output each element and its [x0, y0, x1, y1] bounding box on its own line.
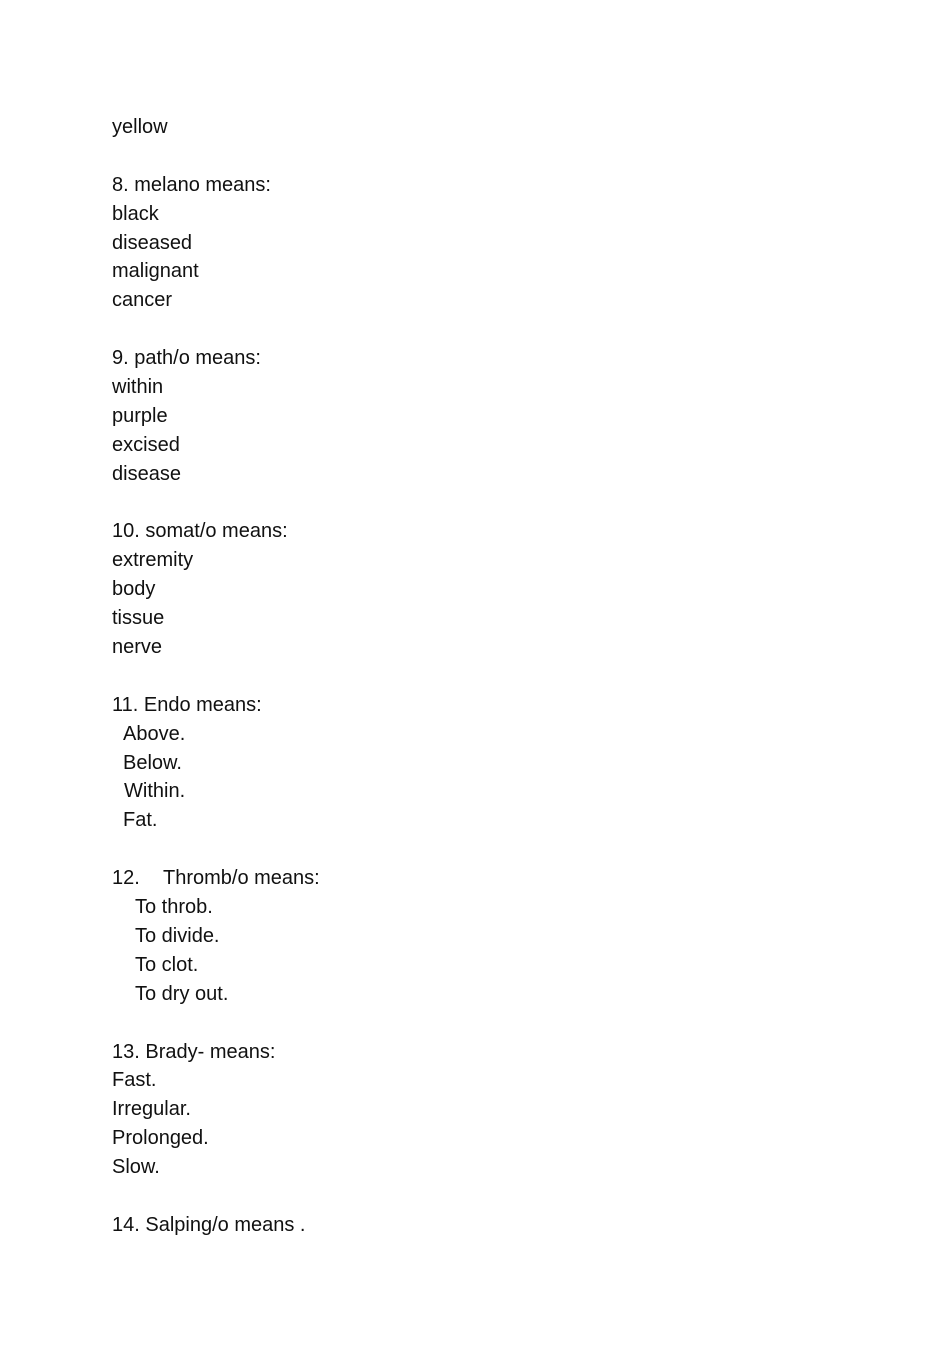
answer-option: nerve — [112, 636, 163, 659]
answer-option: To clot. — [135, 953, 199, 976]
answer-option: tissue — [112, 607, 165, 630]
answer-option: extremity — [112, 549, 194, 572]
question-9 — [112, 344, 912, 488]
answer-option: yellow — [112, 116, 168, 138]
answer-option: black — [112, 202, 159, 225]
spacer — [112, 142, 912, 171]
question-prompt: Thromb/o means: — [163, 867, 320, 890]
question-11 — [112, 691, 912, 835]
spacer — [112, 1182, 912, 1211]
answer-option: excised — [112, 433, 180, 456]
answer-option: diseased — [112, 231, 193, 254]
answer-option: Prolonged. — [112, 1127, 209, 1150]
answer-option: body — [112, 578, 156, 601]
question-prompt: 9. path/o means: — [112, 347, 261, 370]
answer-option: malignant — [112, 260, 199, 283]
question-14 — [112, 1211, 912, 1240]
spacer — [112, 835, 912, 864]
question-13 — [112, 1038, 912, 1182]
spacer — [112, 1009, 912, 1038]
question-prompt-line — [112, 864, 912, 893]
answer-option: Irregular. — [112, 1098, 191, 1121]
question-prompt: 10. somat/o means: — [112, 520, 288, 543]
answer-option: To dry out. — [135, 982, 229, 1005]
question-prompt: 11. Endo means: — [112, 693, 262, 716]
answer-option: Fat. — [123, 809, 158, 832]
answer-option: To throb. — [135, 896, 213, 919]
question-prompt: 14. Salping/o means . — [112, 1213, 306, 1236]
answer-option: To divide. — [135, 924, 220, 947]
answer-option: within — [112, 376, 164, 399]
answer-option: Within. — [124, 780, 186, 803]
question-prompt: 13. Brady- means: — [112, 1040, 276, 1063]
answer-option: cancer — [112, 289, 173, 312]
question-prompt: 8. melano means: — [112, 173, 271, 196]
spacer — [112, 662, 912, 691]
spacer — [112, 489, 912, 518]
answer-option: disease — [112, 462, 181, 485]
answer-option: purple — [112, 404, 168, 427]
question-8 — [112, 171, 912, 315]
quiz-document — [112, 113, 912, 1240]
question-10 — [112, 517, 912, 661]
answer-option: Above. — [123, 722, 186, 745]
question-12 — [112, 864, 912, 1008]
spacer — [112, 315, 912, 344]
answer-option: Slow. — [112, 1156, 160, 1179]
answer-option: Fast. — [112, 1069, 157, 1092]
answer-option: Below. — [123, 751, 182, 774]
question-number: 12. — [112, 867, 140, 890]
